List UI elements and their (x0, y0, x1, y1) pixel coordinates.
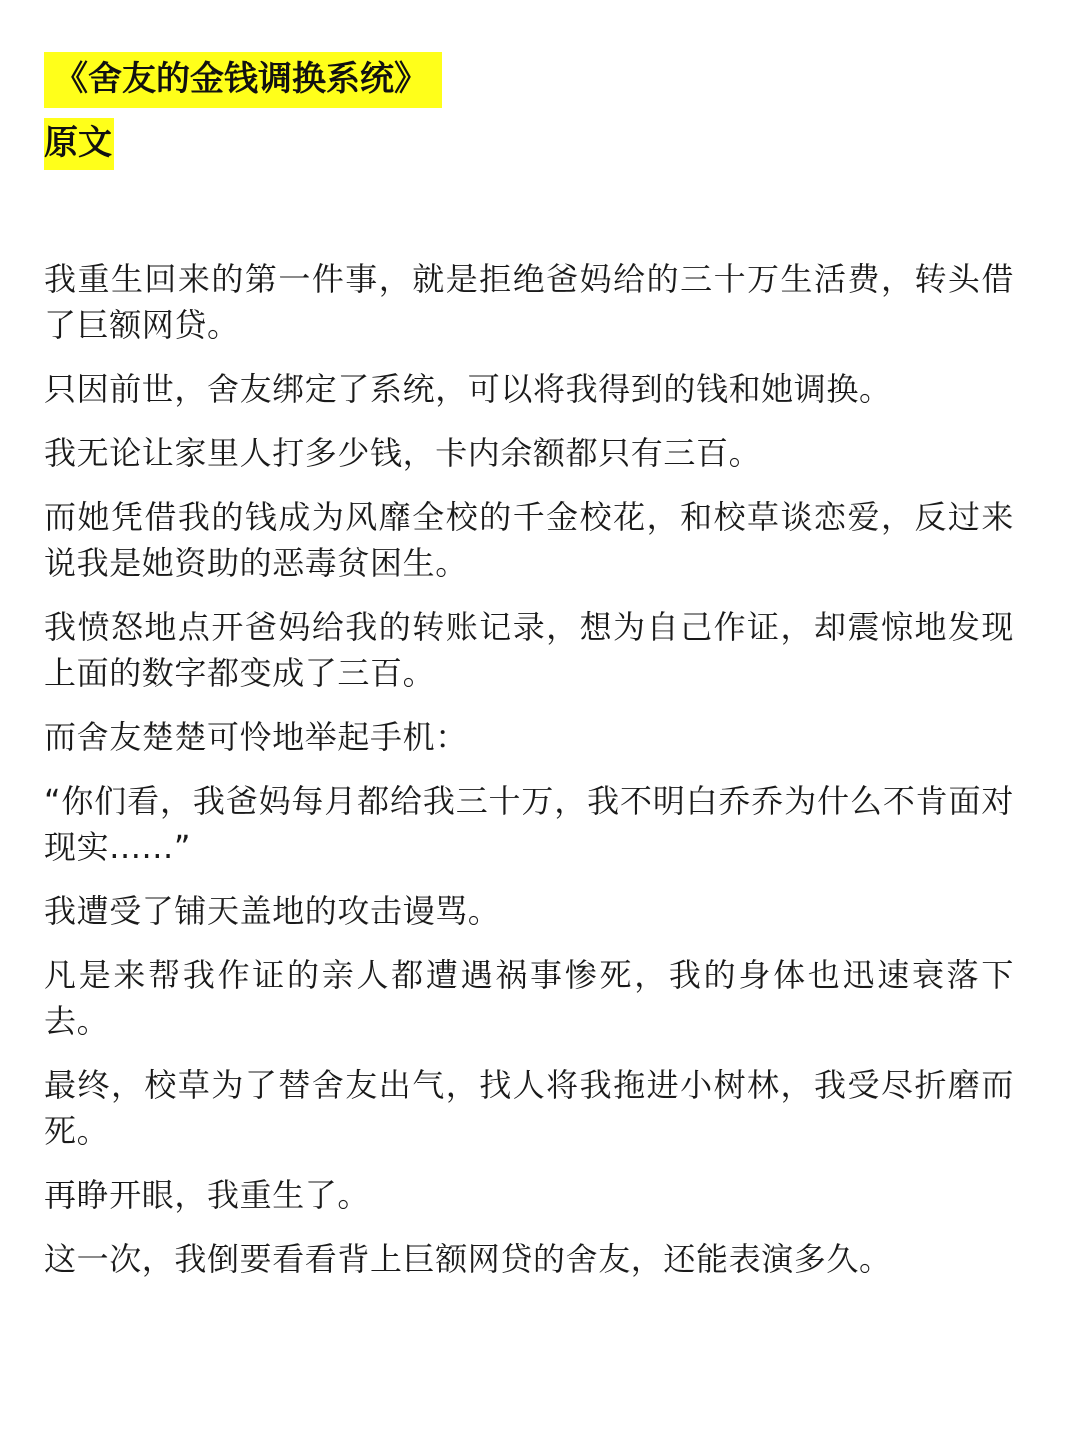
paragraph: 这一次，我倒要看看背上巨额网贷的舍友，还能表演多久。 (44, 1240, 892, 1278)
paragraph: 只因前世，舍友绑定了系统，可以将我得到的钱和她调换。 (44, 370, 892, 408)
story-body (44, 256, 1014, 1282)
paragraph: 而她凭借我的钱成为风靡全校的千金校花，和校草谈恋爱，反过来说我是她资助的恶毒贫困生。 (44, 498, 1014, 582)
subtitle-wrap (44, 118, 1014, 170)
paragraph: 凡是来帮我作证的亲人都遭遇祸事惨死，我的身体也迅速衰落下去。 (44, 956, 1014, 1040)
paragraph: 我无论让家里人打多少钱，卡内余额都只有三百。 (44, 434, 762, 472)
paragraph: 再睁开眼，我重生了。 (44, 1176, 371, 1214)
document-title: 《舍友的金钱调换系统》 (44, 52, 442, 108)
title-wrap (44, 52, 1014, 108)
paragraph: 我重生回来的第一件事，就是拒绝爸妈给的三十万生活费，转头借了巨额网贷。 (44, 260, 1014, 344)
paragraph: 最终，校草为了替舍友出气，找人将我拖进小树林，我受尽折磨而死。 (44, 1066, 1014, 1150)
paragraph: 而舍友楚楚可怜地举起手机： (44, 718, 468, 756)
paragraph: 我愤怒地点开爸妈给我的转账记录，想为自己作证，却震惊地发现上面的数字都变成了三百。 (44, 608, 1014, 692)
paragraph: 我遭受了铺天盖地的攻击谩骂。 (44, 892, 501, 930)
paragraph: “你们看，我爸妈每月都给我三十万，我不明白乔乔为什么不肯面对现实......” (44, 782, 1014, 866)
document-subtitle: 原文 (44, 118, 114, 170)
